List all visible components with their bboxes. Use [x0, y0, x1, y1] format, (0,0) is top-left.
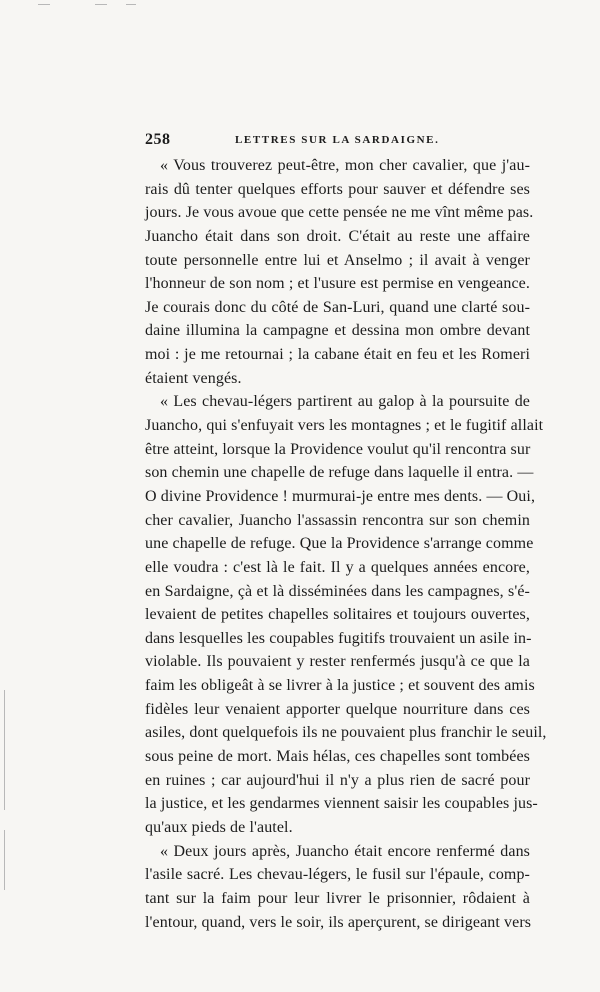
text-line: dans lesquelles les coupables fugitifs trouvaient un asile in-: [145, 629, 532, 647]
text-line: « Deux jours après, Juancho était encore renfermé dans: [160, 842, 530, 860]
paragraph: [145, 390, 547, 839]
text-line: être atteint, lorsque la Providence voulut qu'il rencontra sur: [145, 440, 531, 458]
text-line: en ruines ; car aujourd'hui il n'y a plus rien de sacré pour: [145, 771, 530, 789]
text-line: tant sur la faim pour leur livrer le prisonnier, rôdaient à: [145, 889, 530, 907]
page-header: [145, 131, 530, 153]
scan-edge-mark-left: [4, 690, 5, 810]
text-line: Je courais donc du côté de San-Luri, quand une clarté sou-: [145, 298, 530, 316]
text-line: jours. Je vous avoue que cette pensée ne me vînt même pas.: [145, 204, 534, 222]
text-line: moi : je me retournai ; la cabane était en feu et les Romeri: [145, 346, 530, 364]
page-number: 258: [145, 131, 171, 148]
running-title: LETTRES SUR LA SARDAIGNE.: [235, 134, 440, 146]
text-line: « Vous trouverez peut-être, mon cher cavalier, que j'au-: [160, 157, 530, 174]
text-line: toute personnelle entre lui et Anselmo ; il avait à venger: [145, 251, 530, 269]
paragraph: [145, 154, 534, 390]
text-line: Juancho, qui s'enfuyait vers les montagnes ; et le fugitif allait: [145, 417, 544, 435]
scan-edge-mark-top-left: [38, 4, 50, 5]
text-line: Juancho était dans son droit. C'était au reste une affaire: [145, 227, 530, 245]
scan-edge-mark-top-middle: [95, 4, 107, 5]
text-line: fidèles leur venaient apporter quelque nourriture dans ces: [145, 700, 530, 718]
scan-edge-mark-left-lower: [4, 830, 5, 890]
text-line: faim les obligeât à se livrer à la justice ; et souvent des amis: [145, 677, 535, 695]
text-line: son chemin une chapelle de refuge dans laquelle il entra. —: [145, 464, 534, 482]
text-line: daine illumina la campagne et dessina mon ombre devant: [145, 322, 530, 340]
text-line: une chapelle de refuge. Que la Providence s'arrange comme: [145, 535, 534, 553]
text-line: l'honneur de son nom ; et l'usure est permise en vengeance.: [145, 275, 530, 293]
text-line: « Les chevau-légers partirent au galop à la poursuite de: [160, 393, 530, 411]
text-line: asiles, dont quelquefois ils ne pouvaient plus franchir le seuil,: [145, 724, 547, 742]
text-line: rais dû tenter quelques efforts pour sauver et défendre ses: [145, 180, 530, 198]
text-line: l'asile sacré. Les chevau-légers, le fusil sur l'épaule, comp-: [145, 866, 530, 884]
text-line: en Sardaigne, çà et là disséminées dans les campagnes, s'é-: [145, 582, 530, 600]
scan-edge-mark-top-right: [126, 4, 136, 5]
text-line: violable. Ils pouvaient y rester renfermés jusqu'à ce que la: [145, 653, 530, 671]
paragraph: [145, 840, 530, 935]
text-line: étaient vengés.: [145, 369, 242, 387]
text-line: elle voudra : c'est là le fait. Il y a quelques années encore,: [145, 558, 530, 576]
text-line: l'entour, quand, vers le soir, ils aperçurent, se dirigeant vers: [145, 913, 532, 931]
body-text: [145, 154, 547, 934]
text-line: levaient de petites chapelles solitaires et toujours ouvertes,: [145, 606, 530, 624]
text-line: O divine Providence ! murmurai-je entre mes dents. — Oui,: [145, 487, 536, 505]
text-line: qu'aux pieds de l'autel.: [145, 818, 293, 836]
text-line: la justice, et les gendarmes viennent saisir les coupables jus-: [145, 795, 538, 813]
text-line: cher cavalier, Juancho l'assassin rencontra sur son chemin: [145, 511, 530, 529]
text-line: sous peine de mort. Mais hélas, ces chapelles sont tombées: [145, 748, 530, 766]
